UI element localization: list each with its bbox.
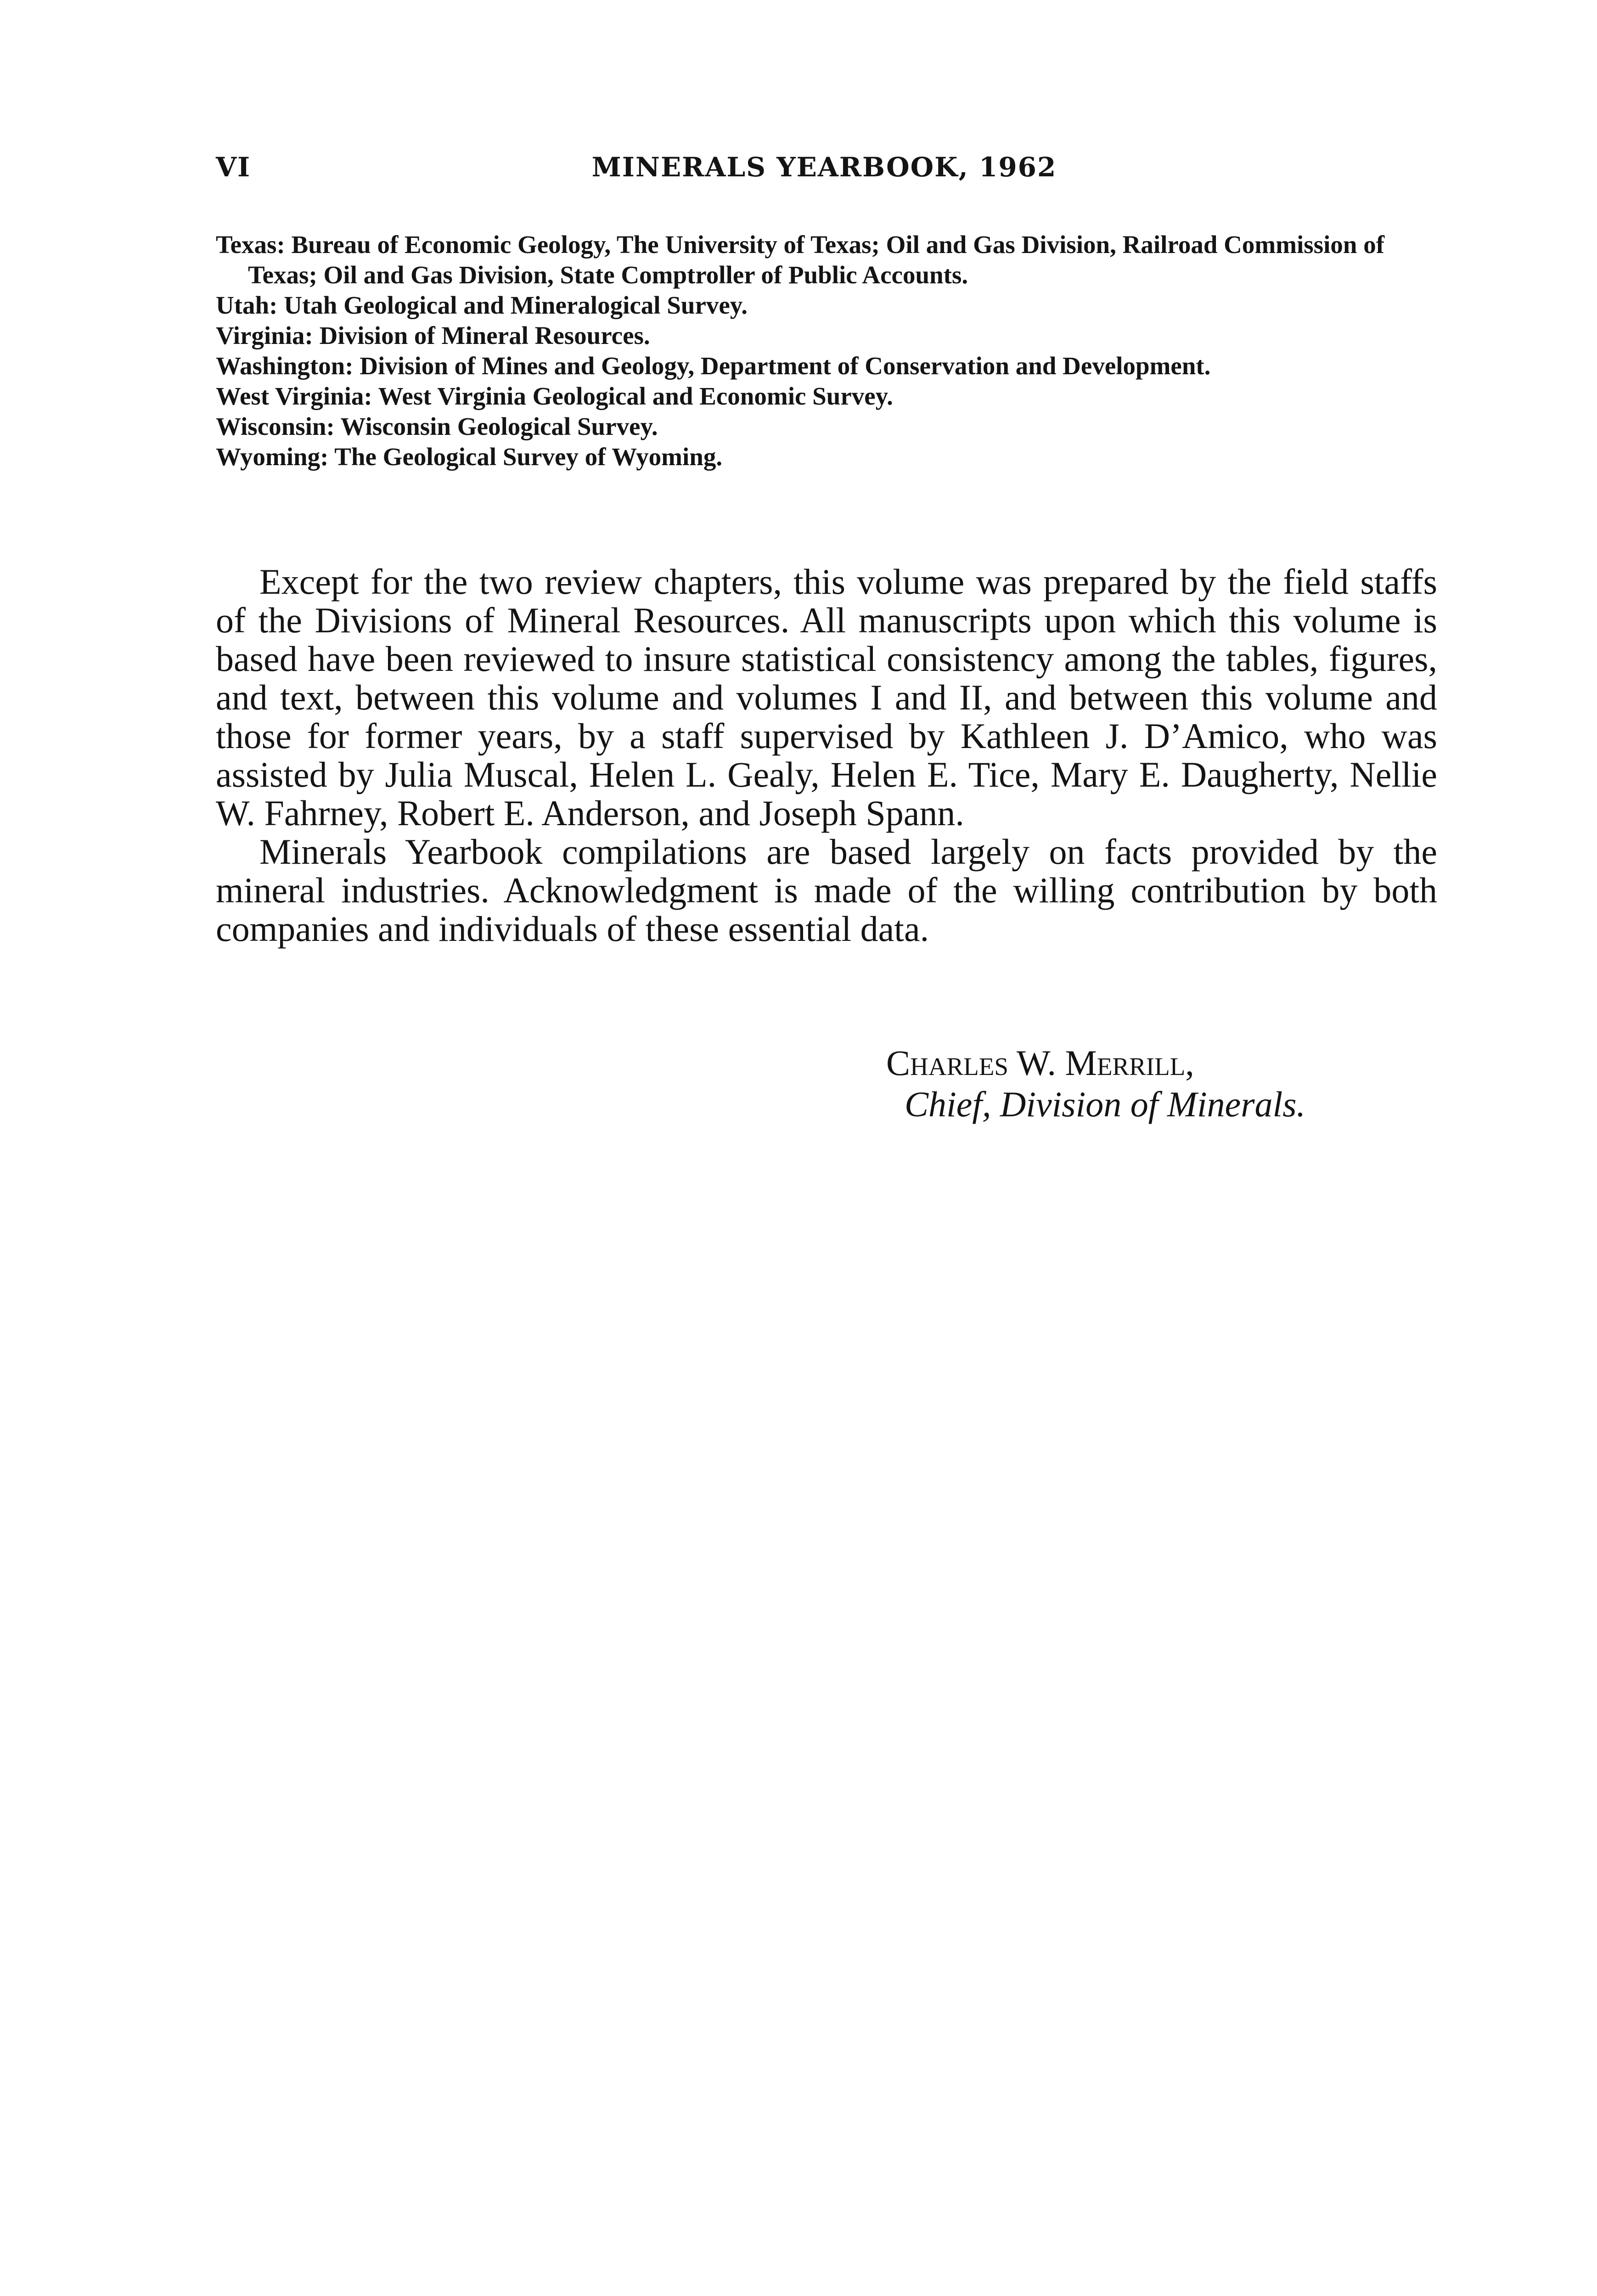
agency-text: West Virginia Geological and Economic Survey. [378, 382, 893, 410]
body-text [216, 563, 1437, 948]
agency-text: Division of Mines and Geology, Department of Conservation and Development. [360, 352, 1211, 380]
agency-text: Utah Geological and Mineralogical Survey. [284, 291, 748, 319]
agency-entry: Washington: Division of Mines and Geology, Department of Conservation and Development. [216, 352, 1211, 380]
agency-entry: Virginia: Division of Mineral Resources. [216, 321, 650, 349]
agency-state: Wisconsin [216, 412, 326, 440]
cooperating-agencies-list [216, 230, 1437, 472]
agency-state: Washington [216, 352, 345, 380]
agency-state: Utah [216, 291, 270, 319]
agency-text: Bureau of Economic Geology, The University of Texas; Oil and Gas Division, Railroad Commission of Texas; Oil and Gas Division, State Comptroller of Public Accounts. [248, 231, 1385, 289]
agency-text: The Geological Survey of Wyoming. [334, 443, 723, 471]
agency-entry: Wyoming: The Geological Survey of Wyoming. [216, 443, 723, 471]
signatory-name: Charles W. Merrill, [886, 1043, 1194, 1083]
agency-state: West Virginia [216, 382, 364, 410]
signatory-title: Chief, Division of Minerals. [905, 1084, 1306, 1124]
agency-entry: Wisconsin: Wisconsin Geological Survey. [216, 412, 658, 440]
agency-state: Texas [216, 231, 277, 259]
running-title: MINERALS YEARBOOK, 1962 [591, 152, 1057, 183]
agency-entry: West Virginia: West Virginia Geological and Economic Survey. [216, 382, 893, 410]
agency-text: Wisconsin Geological Survey. [340, 412, 658, 440]
agency-state: Virginia [216, 321, 305, 349]
agency-text: Division of Mineral Resources. [319, 321, 650, 349]
paragraph-acknowledgment: Minerals Yearbook compilations are based largely on facts provided by the mineral industries. Acknowledgment is made of the willing contribution by both companies and individuals of these essential data. [216, 832, 1437, 949]
paragraph-preparation: Except for the two review chapters, this volume was prepared by the field staffs of the Divisions of Mineral Resources. All manuscripts upon which this volume is based have been reviewed to insure statistical consistency among the tables, figures, and text, between this volume and volumes I and II, and between this volume and those for former years, by a staff supervised by Kathleen J. D’Amico, who was assisted by Julia Muscal, Helen L. Gealy, Helen E. Tice, Mary E. Daugherty, Nellie W. Fahrney, Robert E. Anderson, and Joseph Spann. [216, 562, 1437, 833]
agency-state: Wyoming [216, 443, 321, 471]
signature-block [886, 1042, 1460, 1125]
agency-entry: Utah: Utah Geological and Mineralogical Survey. [216, 291, 748, 319]
page-number: VI [216, 152, 251, 183]
page-header [216, 152, 1433, 188]
agency-entry: Texas: Bureau of Economic Geology, The University of Texas; Oil and Gas Division, Railroad Commission of Texas; Oil and Gas Division, State Comptroller of Public Accounts. [216, 231, 1385, 289]
